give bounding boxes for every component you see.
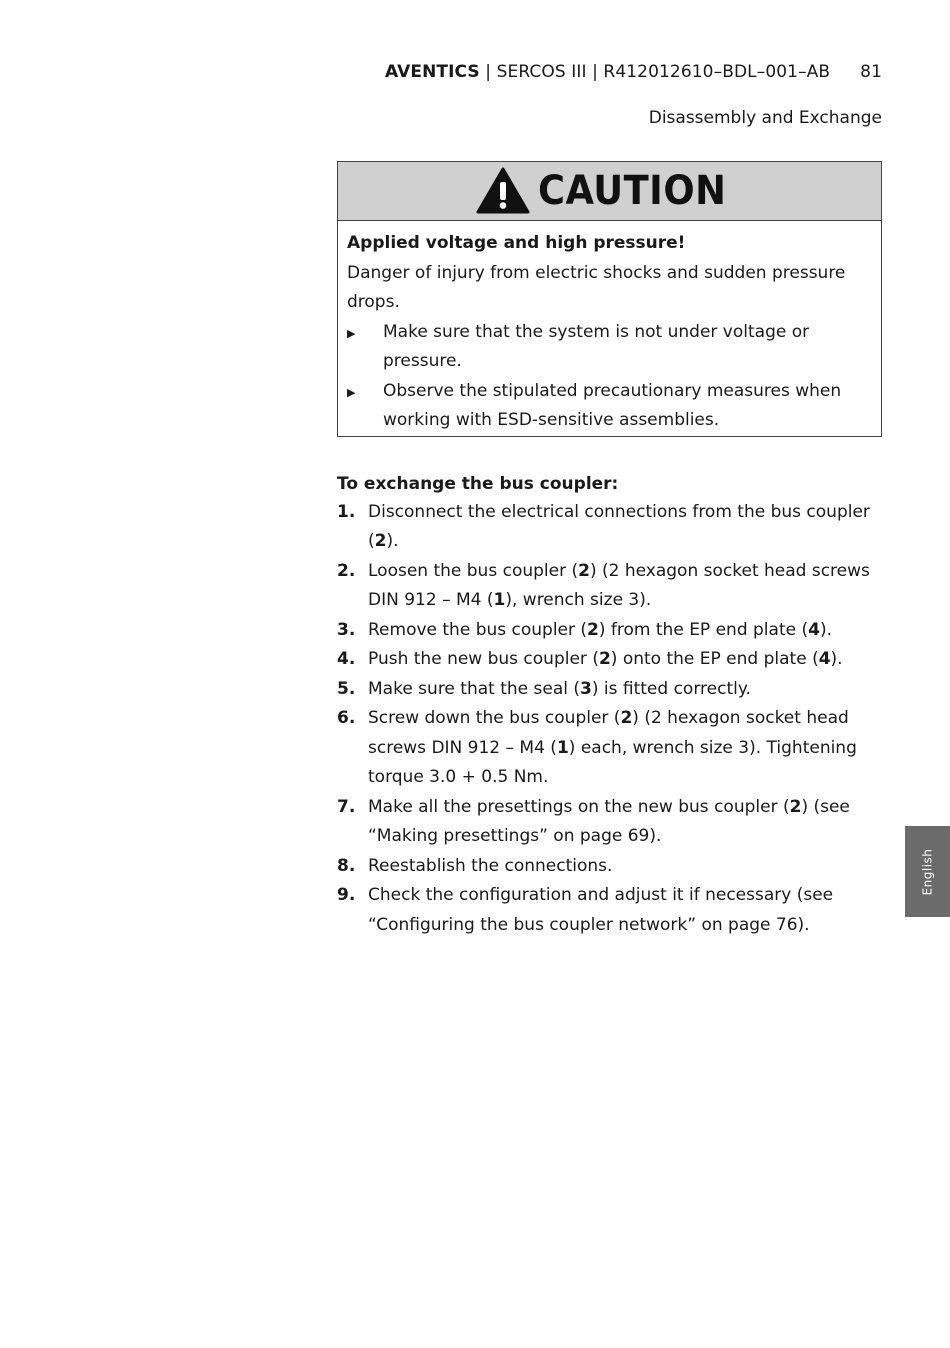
step-number: 7.: [337, 796, 356, 817]
step-number: 1.: [337, 501, 356, 522]
caution-box: [337, 161, 882, 437]
step-text-part: Check the configuration and adjust it if necessary (see “Configuring the bus coupler network” on page 76).: [368, 885, 834, 935]
item-reference-number: 3: [580, 678, 592, 699]
step-text: [368, 557, 877, 616]
item-reference-number: 2: [374, 531, 387, 551]
procedure-step: [337, 645, 877, 675]
step-text-part: ).: [830, 649, 843, 669]
caution-bullet-text: Observe the stipulated precautionary measures when working with ESD-sensitive assemblies.: [383, 380, 842, 430]
procedure-step: [337, 852, 877, 882]
step-text-part: Make all the presettings on the new bus coupler (: [368, 796, 790, 817]
step-text-part: ) from the EP end plate (: [598, 619, 809, 640]
step-text: [368, 852, 612, 882]
item-reference-number: 1: [556, 737, 569, 758]
step-text-part: Disconnect the electrical connections from the bus coupler (: [368, 501, 870, 551]
procedure-step: [337, 704, 877, 793]
step-text: [368, 675, 751, 705]
caution-bullet: [347, 377, 871, 436]
running-header: [385, 62, 882, 82]
step-text: [368, 616, 832, 646]
step-number: 9.: [337, 885, 356, 905]
item-reference-number: 4: [818, 649, 831, 669]
language-tab: [905, 826, 950, 917]
step-number: 3.: [337, 619, 356, 640]
item-reference-number: 4: [808, 619, 820, 640]
step-text-part: ), wrench size 3).: [505, 590, 652, 610]
document-info: | SERCOS III | R412012610–BDL–001–AB: [479, 62, 831, 82]
caution-bullet-text: Make sure that the system is not under voltage or pressure.: [383, 321, 810, 371]
step-text-part: ) (see “Making presettings” on page 69).: [368, 796, 850, 846]
step-number: 5.: [337, 678, 356, 699]
step-text: [368, 793, 877, 852]
item-reference-number: 2: [578, 560, 590, 581]
step-number: 4.: [337, 649, 356, 669]
item-reference-number: 1: [493, 590, 506, 610]
page-number: 81: [860, 62, 882, 82]
step-list: [337, 498, 877, 941]
caution-description: Danger of injury from electric shocks and sudden pressure drops.: [347, 262, 846, 312]
caution-header: [338, 162, 881, 221]
caution-bullet: [347, 318, 871, 377]
step-text-part: ) (2 hexagon socket head screws DIN 912 – M4 (: [368, 560, 870, 610]
step-text-part: Loosen the bus coupler (: [368, 560, 579, 581]
procedure-step: [337, 616, 877, 646]
step-text-part: Push the new bus coupler (: [368, 649, 599, 669]
step-text-part: ).: [819, 619, 833, 640]
step-number: 2.: [337, 560, 356, 581]
procedure: [337, 470, 877, 940]
step-text-part: ) is fitted correctly.: [591, 678, 751, 699]
caution-label: CAUTION: [538, 168, 727, 214]
procedure-step: [337, 498, 877, 557]
warning-triangle-icon: [476, 167, 530, 214]
step-text: [368, 645, 843, 675]
step-text-part: ).: [386, 531, 399, 551]
language-tab-label: English: [920, 848, 935, 895]
item-reference-number: 2: [620, 708, 633, 728]
step-text-part: ) onto the EP end plate (: [610, 649, 819, 669]
procedure-step: [337, 793, 877, 852]
bullet-triangle-icon: ▶: [347, 385, 356, 399]
step-text: [368, 704, 877, 793]
step-text-part: Reestablish the connections.: [368, 855, 613, 876]
step-text-part: Make sure that the seal (: [368, 678, 581, 699]
procedure-step: [337, 675, 877, 705]
procedure-step: [337, 881, 877, 940]
step-text: [368, 881, 877, 940]
item-reference-number: 2: [587, 619, 599, 640]
caution-title: Applied voltage and high pressure!: [347, 233, 686, 253]
step-text-part: Remove the bus coupler (: [368, 619, 588, 640]
item-reference-number: 2: [598, 649, 611, 669]
step-text-part: ) (2 hexagon socket head screws DIN 912 – M4 (: [368, 708, 849, 758]
step-number: 8.: [337, 855, 356, 876]
caution-body: [338, 221, 881, 436]
bullet-triangle-icon: ▶: [347, 326, 356, 340]
step-text-part: Screw down the bus coupler (: [368, 708, 621, 728]
step-number: 6.: [337, 708, 356, 728]
item-reference-number: 2: [789, 796, 802, 817]
brand-name: AVENTICS: [385, 62, 480, 82]
procedure-step: [337, 557, 877, 616]
step-text-part: ) each, wrench size 3). Tightening torque 3.0 + 0.5 Nm.: [368, 737, 857, 787]
step-text: [368, 498, 877, 557]
section-title: Disassembly and Exchange: [648, 108, 882, 128]
procedure-heading: To exchange the bus coupler:: [337, 474, 619, 494]
